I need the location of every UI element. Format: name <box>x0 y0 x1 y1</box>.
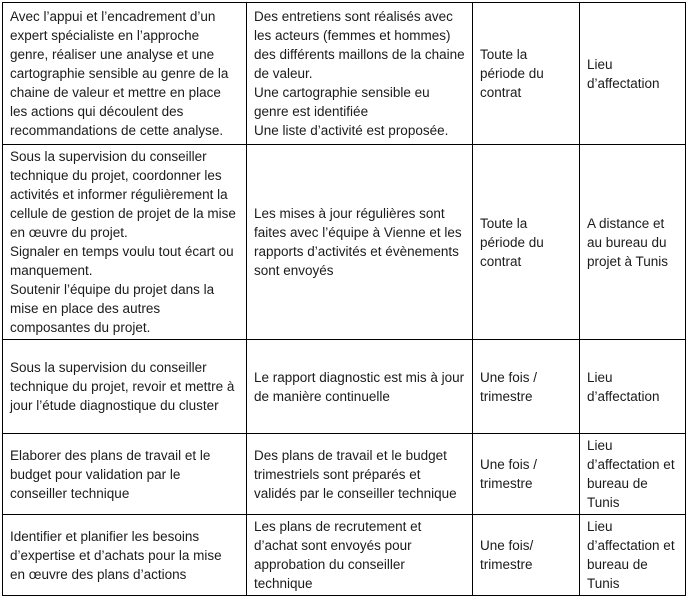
frequency-cell: Une fois/ trimestre <box>473 515 580 596</box>
responsibilities-table <box>2 2 686 596</box>
location-cell: Lieu d’affectation <box>580 3 686 145</box>
task-cell <box>3 145 247 340</box>
task-cell <box>3 515 247 596</box>
task-cell <box>3 3 247 145</box>
task-paragraph: Soutenir l’équipe du projet dans la mise en place des autres composantes du projet. <box>10 282 215 335</box>
deliverable-paragraph: Des plans de travail et le budget trimestriels sont préparés et validés par le conseiller technique <box>254 447 457 501</box>
location-cell: A distance et au bureau du projet à Tunis <box>580 145 686 340</box>
task-cell <box>3 340 247 434</box>
table-row <box>3 434 686 515</box>
deliverable-paragraph: Les mises à jour régulières sont faites avec l’équipe à Vienne et les rapports d’activités et évènements sont envoyés <box>254 206 462 278</box>
deliverable-cell <box>247 515 473 596</box>
table-row <box>3 145 686 340</box>
task-paragraph: Signaler en temps voulu tout écart ou manquement. <box>10 244 234 278</box>
location-cell: Lieu d’affectation et bureau de Tunis <box>580 434 686 515</box>
table-row <box>3 3 686 145</box>
frequency-cell: Une fois / trimestre <box>473 340 580 434</box>
task-cell <box>3 434 247 515</box>
task-paragraph: Elaborer des plans de travail et le budget pour validation par le conseiller technique <box>10 447 211 501</box>
deliverable-cell <box>247 340 473 434</box>
frequency-cell: Toute la période du contrat <box>473 145 580 340</box>
deliverable-paragraph: Les plans de recrutement et d’achat sont envoyés pour approbation du conseiller technique <box>254 519 422 591</box>
deliverable-cell <box>247 145 473 340</box>
deliverable-paragraph: Une cartographie sensible eu genre est identifiée <box>254 85 430 119</box>
table-row <box>3 340 686 434</box>
deliverable-paragraph: Des entretiens sont réalisés avec les acteurs (femmes et hommes) des différents maillons de la chaine de valeur. <box>254 9 465 81</box>
location-cell: Lieu d’affectation <box>580 340 686 434</box>
table-row <box>3 515 686 596</box>
deliverable-cell <box>247 3 473 145</box>
deliverable-cell <box>247 434 473 515</box>
frequency-cell: Une fois / trimestre <box>473 434 580 515</box>
frequency-cell: Toute la période du contrat <box>473 3 580 145</box>
task-paragraph: Avec l’appui et l’encadrement d’un expert spécialiste en l’approche genre, réaliser une analyse et une cartographie sensible au genre de la chaine de valeur et mettre en place les actions qui découlent des recommandations de cette analyse. <box>10 9 229 138</box>
deliverable-paragraph: Une liste d’activité est proposée. <box>254 123 449 138</box>
location-cell: Lieu d’affectation et bureau de Tunis <box>580 515 686 596</box>
task-paragraph: Sous la supervision du conseiller technique du projet, coordonner les activités et informer régulièrement la cellule de gestion de projet de la mise en œuvre du projet. <box>10 149 236 240</box>
task-paragraph: Sous la supervision du conseiller technique du projet, revoir et mettre à jour l’étude diagnostique du cluster <box>10 360 235 413</box>
task-paragraph: Identifier et planifier les besoins d’expertise et d’achats pour la mise en œuvre des plans d’actions <box>10 528 222 582</box>
deliverable-paragraph: Le rapport diagnostic est mis à jour de manière continuelle <box>254 369 465 404</box>
